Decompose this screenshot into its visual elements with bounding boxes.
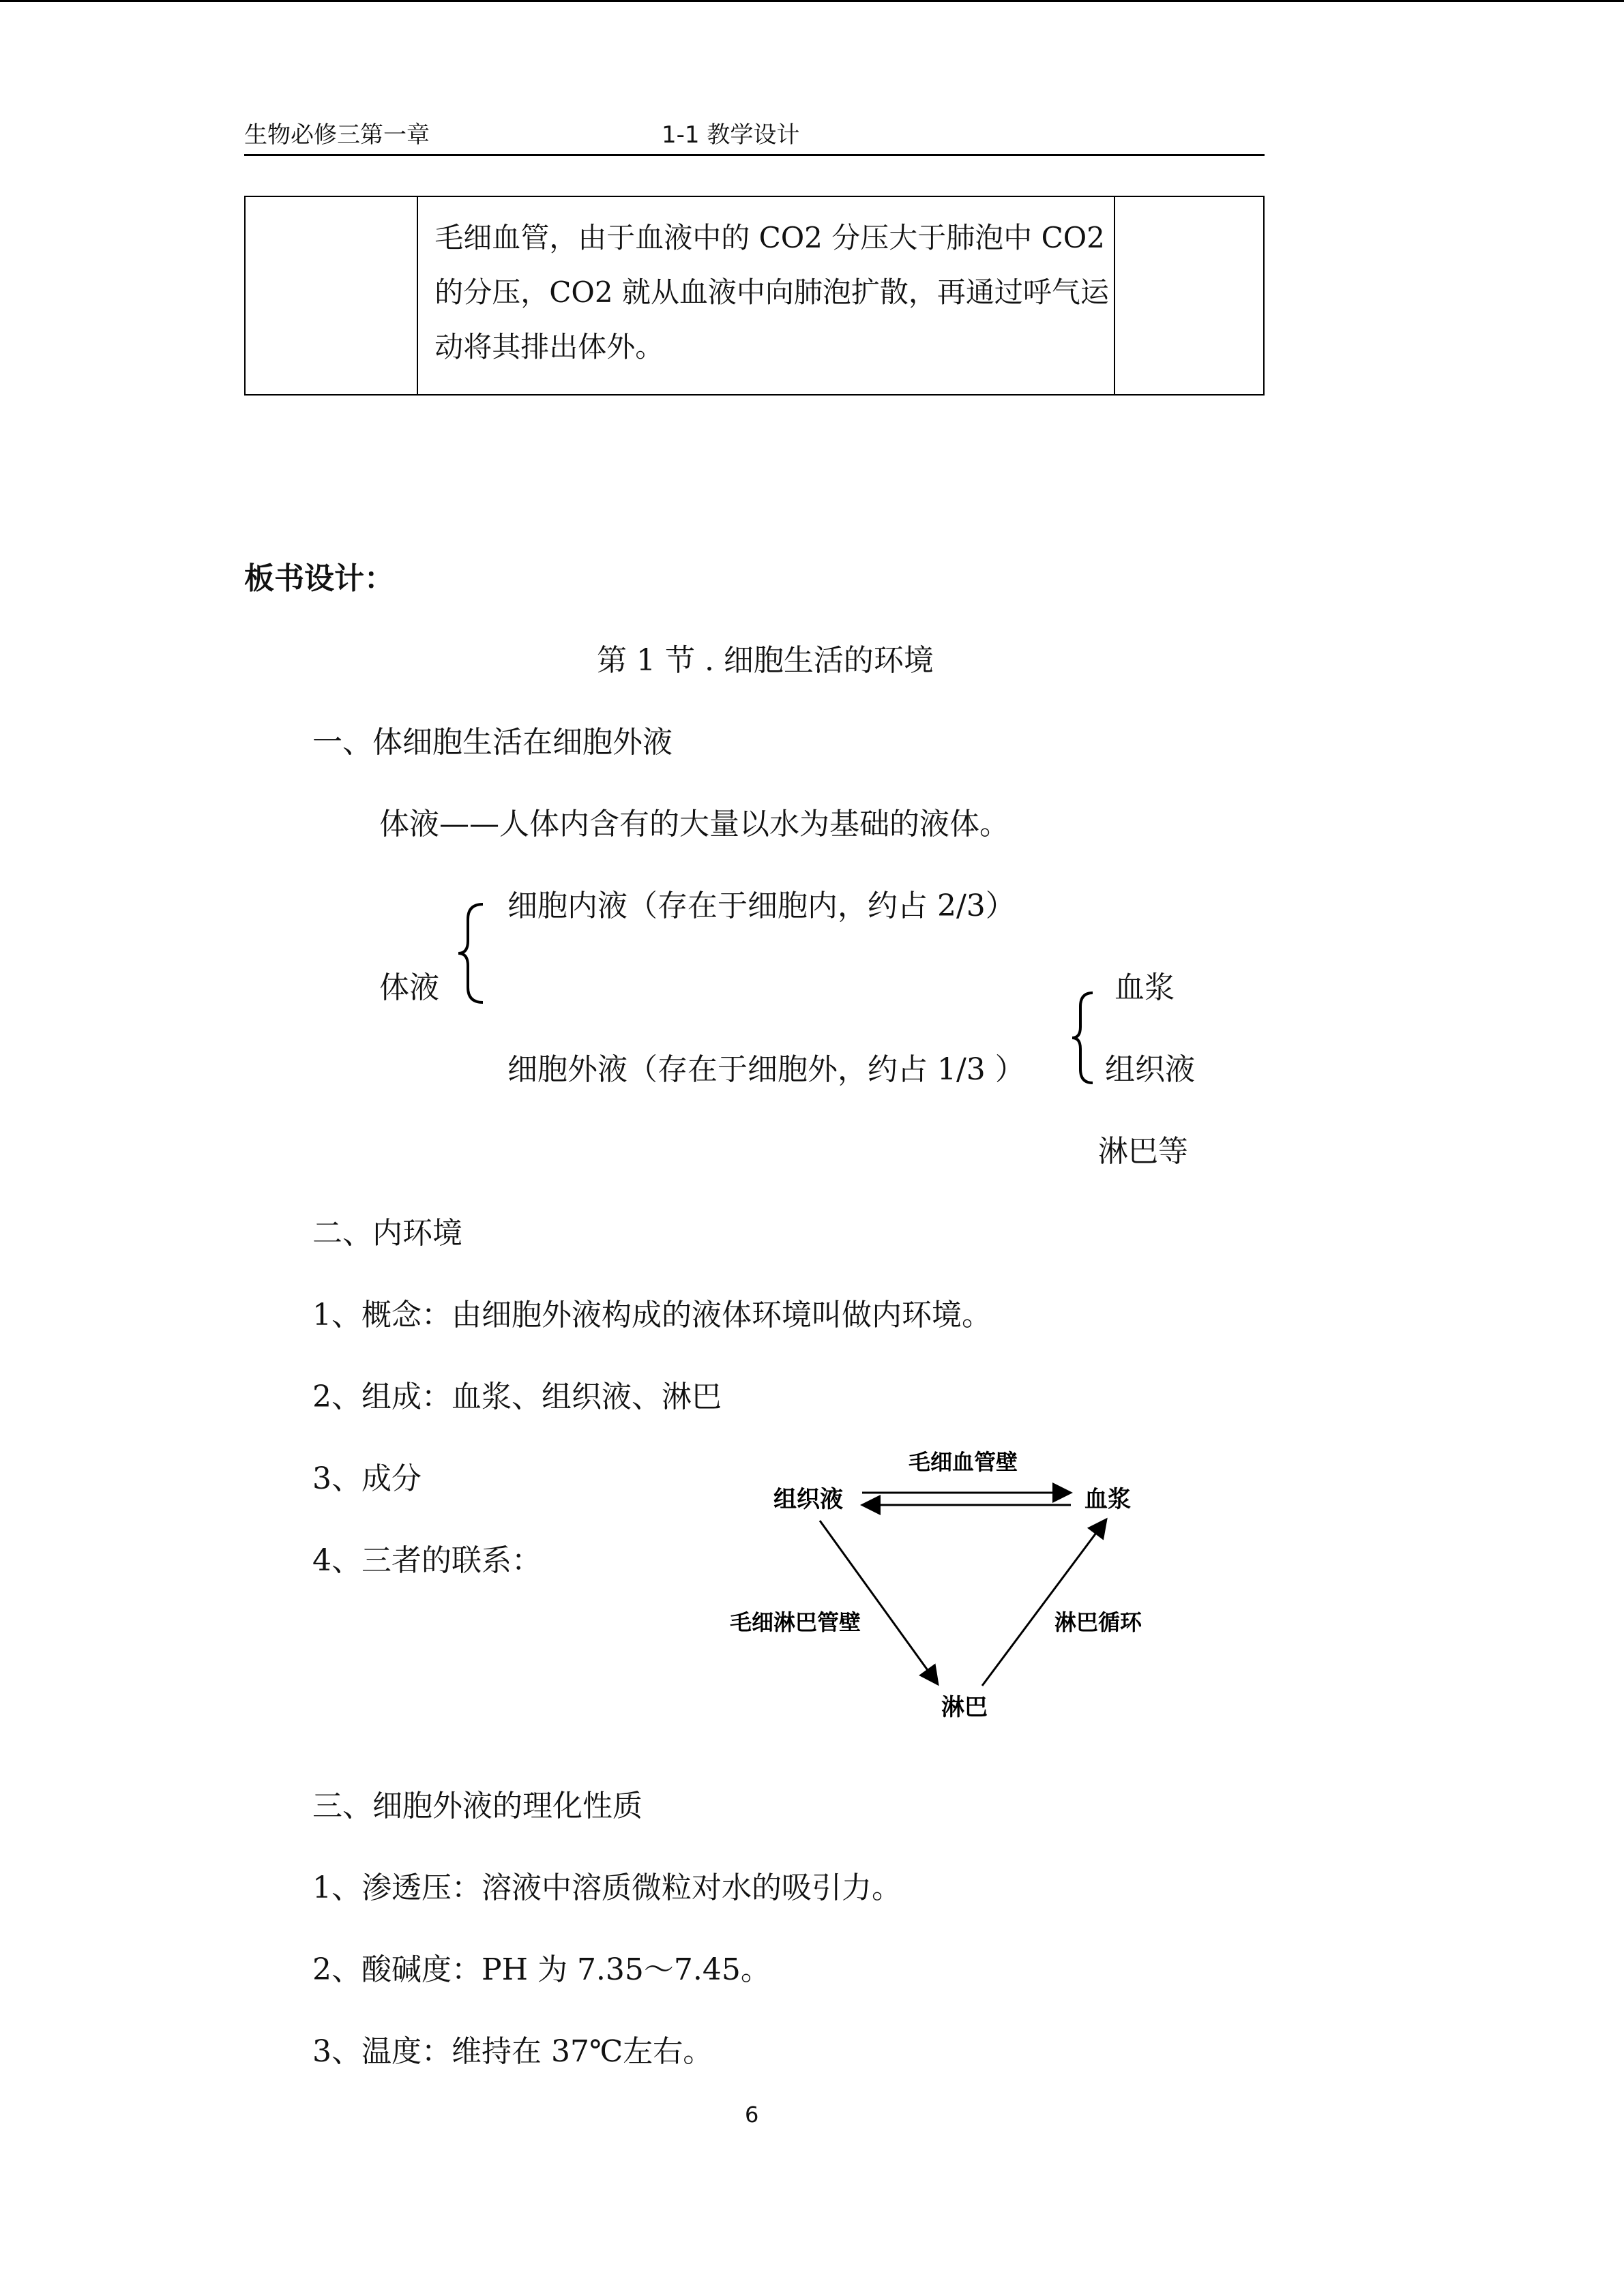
section-title: 第 1 节 . 细胞生活的环境	[597, 643, 934, 678]
left-brace	[456, 901, 487, 1005]
relationship-diagram	[716, 1439, 1194, 1725]
subtype-tissue-fluid: 组织液	[1105, 1052, 1195, 1087]
diagram-label-lymph-circulation: 淋巴循环	[1054, 1609, 1142, 1635]
arrow-tissue-to-lymph	[820, 1521, 938, 1684]
arrow-lymph-to-plasma	[982, 1519, 1106, 1686]
header-left: 生物必修三第一章	[244, 121, 430, 149]
table-row	[245, 196, 1264, 395]
part2-item-concept: 1、概念：由细胞外液构成的液体环境叫做内环境。	[312, 1298, 992, 1332]
diagram-label-lymph-capillary-wall: 毛细淋巴管壁	[730, 1609, 861, 1635]
top-border	[0, 0, 1624, 2]
diagram-node-plasma: 血浆	[1084, 1486, 1131, 1513]
part2-item-composition: 2、组成：血浆、组织液、淋巴	[312, 1380, 722, 1414]
header-center: 1-1 教学设计	[662, 121, 800, 149]
diagram-label-capillary-wall: 毛细血管壁	[909, 1449, 1018, 1475]
board-heading: 板书设计：	[244, 561, 394, 596]
header-rule	[244, 154, 1265, 156]
part2-item-relationship: 4、三者的联系：	[312, 1543, 542, 1578]
part3-title: 三、细胞外液的理化性质	[312, 1789, 643, 1823]
part2-title: 二、内环境	[312, 1216, 462, 1251]
part3-item-osmotic-pressure: 1、渗透压：溶液中溶质微粒对水的吸引力。	[312, 1870, 902, 1905]
body-fluid-root: 体液	[379, 970, 439, 1005]
part1-title: 一、体细胞生活在细胞外液	[312, 725, 673, 760]
continuation-table	[244, 196, 1265, 396]
subtype-lymph: 淋巴等	[1098, 1134, 1188, 1169]
table-cell-right	[1114, 196, 1264, 395]
diagram-node-tissue-fluid: 组织液	[773, 1486, 843, 1513]
table-cell-left	[245, 196, 417, 395]
intracellular-fluid: 细胞内液（存在于细胞内，约占 2/3）	[507, 889, 1016, 923]
part3-item-ph: 2、酸碱度：PH 为 7.35～7.45。	[312, 1952, 771, 1987]
diagram-node-lymph: 淋巴	[941, 1694, 988, 1721]
body-fluid-definition: 体液——人体内含有的大量以水为基础的液体。	[379, 807, 1009, 841]
table-cell-middle	[417, 196, 1114, 395]
page-number: 6	[745, 2102, 759, 2128]
table-cell-text: 毛细血管，由于血液中的 CO2 分压大于肺泡中 CO2 的分压，CO2 就从血液中向肺泡扩散，再通过呼气运动将其排出体外。	[434, 221, 1109, 363]
part2-item-components: 3、成分	[312, 1461, 422, 1496]
right-brace	[1069, 990, 1097, 1086]
extracellular-fluid: 细胞外液（存在于细胞外，约占 1/3 ）	[507, 1052, 1025, 1087]
part3-item-temperature: 3、温度：维持在 37℃左右。	[312, 2034, 713, 2069]
subtype-plasma: 血浆	[1114, 970, 1175, 1005]
